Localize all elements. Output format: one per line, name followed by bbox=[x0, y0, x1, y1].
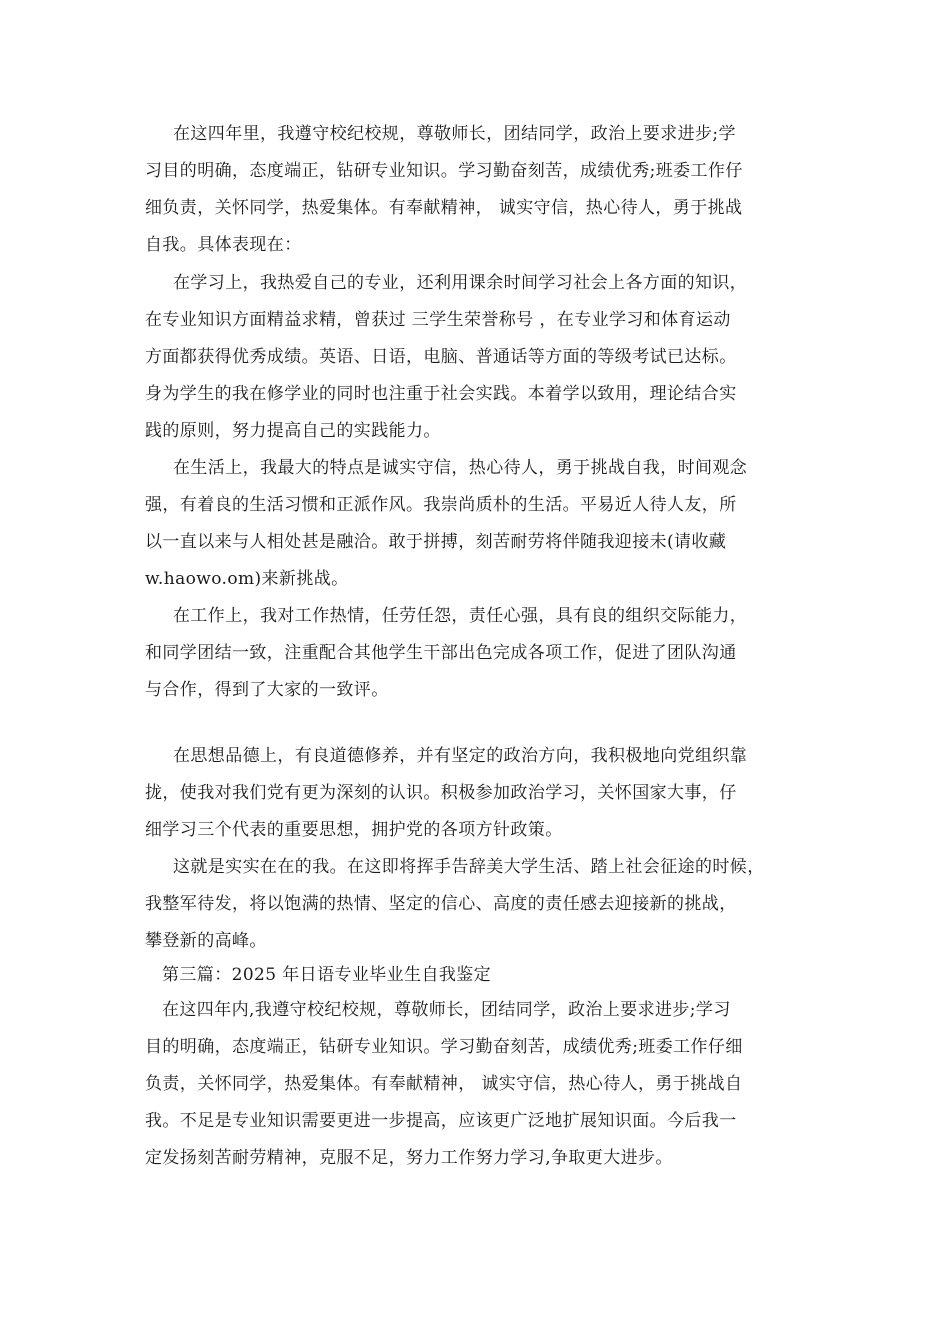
text-line: 习目的明确，态度端正，钻研专业知识。学习勤奋刻苦，成绩优秀;班委工作仔 bbox=[145, 161, 743, 181]
text-line: 我整军待发，将以饱满的热情、坚定的信心、高度的责任感去迎接新的挑战， bbox=[145, 894, 737, 914]
text-line: 在生活上，我最大的特点是诚实守信，热心待人，勇于挑战自我，时间观念 bbox=[173, 458, 748, 478]
text-line: w.haowo.om)来新挑战。 bbox=[145, 569, 349, 589]
text-line: 细负责，关怀同学，热爱集体。有奉献精神， 诚实守信，热心待人，勇于挑战 bbox=[145, 198, 743, 218]
text-line: 与合作，得到了大家的一致评。 bbox=[145, 680, 389, 700]
text-line: 细学习三个代表的重要思想，拥护党的各项方针政策。 bbox=[145, 820, 563, 840]
text-line: 攀登新的高峰。 bbox=[145, 931, 267, 951]
text-line: 以一直以来与人相处甚是融洽。敢于拼搏，刻苦耐劳将伴随我迎接未(请收藏 bbox=[145, 532, 727, 552]
text-line: 强，有着良的生活习惯和正派作风。我崇尚质朴的生活。平易近人待人友，所 bbox=[145, 495, 737, 515]
text-line: 践的原则，努力提高自己的实践能力。 bbox=[145, 421, 441, 441]
text-line: 在这四年里，我遵守校纪校规，尊敬师长，团结同学，政治上要求进步;学 bbox=[173, 124, 736, 144]
text-line: 在专业知识方面精益求精，曾获过 三学生荣誉称号 ，在专业学习和体育运动 bbox=[145, 310, 731, 330]
text-line: 负责，关怀同学，热爱集体。有奉献精神， 诚实守信，热心待人，勇于挑战自 bbox=[145, 1074, 743, 1094]
text-line: 和同学团结一致，注重配合其他学生干部出色完成各项工作，促进了团队沟通 bbox=[145, 643, 737, 663]
text-line: 这就是实实在在的我。在这即将挥手告辞美大学生活、踏上社会征途的时候， bbox=[173, 857, 765, 877]
text-line: 在思想品德上，有良道德修养，并有坚定的政治方向，我积极地向党组织靠 bbox=[173, 746, 748, 766]
text-line: 我。不足是专业知识需要更进一步提高，应该更广泛地扩展知识面。今后我一 bbox=[145, 1111, 737, 1131]
text-line: 在这四年内,我遵守校纪校规，尊敬师长，团结同学，政治上要求进步;学习 bbox=[162, 1000, 731, 1020]
text-line: 定发扬刻苦耐劳精神，克服不足，努力工作努力学习,争取更大进步。 bbox=[145, 1148, 673, 1168]
text-line: 自我。具体表现在： bbox=[145, 235, 302, 255]
section-title: 第三篇：2025 年日语专业毕业生自我鉴定 bbox=[162, 965, 492, 985]
text-line: 方面都获得优秀成绩。英语、日语，电脑、普通话等方面的等级考试已达标。 bbox=[145, 347, 737, 367]
text-line: 在工作上，我对工作热情，任劳任怨，责任心强，具有良的组织交际能力， bbox=[173, 606, 748, 626]
text-line: 身为学生的我在修学业的同时也注重于社会实践。本着学以致用，理论结合实 bbox=[145, 384, 737, 404]
text-line: 在学习上，我热爱自己的专业，还利用课余时间学习社会上各方面的知识， bbox=[173, 273, 748, 293]
text-line: 目的明确，态度端正，钻研专业知识。学习勤奋刻苦，成绩优秀;班委工作仔细 bbox=[145, 1037, 743, 1057]
text-line: 拢，使我对我们党有更为深刻的认识。积极参加政治学习，关怀国家大事，仔 bbox=[145, 783, 737, 803]
